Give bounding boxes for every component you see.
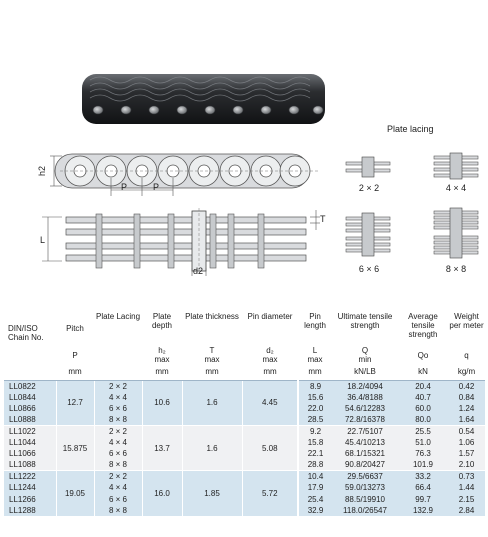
- table-cell: LL1266: [4, 493, 56, 504]
- table-cell: 80.0: [398, 414, 448, 426]
- table-cell: 22.7/5107: [332, 425, 398, 437]
- unit-tensile: kN/LB: [332, 364, 398, 380]
- table-cell: 4 × 4: [94, 392, 142, 403]
- lacing-label-6x6: 6 × 6: [358, 264, 380, 274]
- table-cell: 2.10: [448, 459, 485, 471]
- table-row: [4, 425, 485, 437]
- header-thickness: Plate thickness: [185, 312, 239, 321]
- table-cell: 1.85: [182, 471, 242, 516]
- table-cell: 0.42: [448, 380, 485, 392]
- table-cell: 2.15: [448, 493, 485, 504]
- table-cell: 0.84: [448, 392, 485, 403]
- table-cell: 0.54: [448, 425, 485, 437]
- table-cell: 20.4: [398, 380, 448, 392]
- lacing-title: Plate lacing: [387, 124, 434, 134]
- symbol-pitch: P: [72, 350, 78, 360]
- label-pitch-1: P: [121, 182, 128, 192]
- table-cell: 5.08: [242, 425, 298, 470]
- table-cell: LL1244: [4, 482, 56, 493]
- table-cell: 8 × 8: [94, 505, 142, 516]
- table-cell: 1.6: [182, 425, 242, 470]
- unit-weight: kg/m: [448, 364, 485, 380]
- table-cell: 2 × 2: [94, 380, 142, 392]
- unit-thickness: mm: [182, 364, 242, 380]
- lacing-label-8x8: 8 × 8: [445, 264, 467, 274]
- header-weight: Weight per meter: [449, 312, 484, 330]
- table-cell: 40.7: [398, 392, 448, 403]
- table-cell: 72.8/16378: [332, 414, 398, 426]
- table-cell: 8 × 8: [94, 459, 142, 471]
- table-cell: LL1022: [4, 425, 56, 437]
- table-cell: 25.4: [298, 493, 332, 504]
- table-cell: LL1222: [4, 471, 56, 483]
- table-cell: 88.5/19910: [332, 493, 398, 504]
- table-cell: 32.9: [298, 505, 332, 516]
- unit-depth: mm: [142, 364, 182, 380]
- header-pitch: Pitch: [66, 324, 84, 333]
- table-cell: 22.0: [298, 403, 332, 414]
- table-cell: 5.72: [242, 471, 298, 516]
- lacing-8x8-icon: [432, 207, 480, 259]
- table-cell: 6 × 6: [94, 448, 142, 459]
- header-pin-length: Pin length: [304, 312, 326, 330]
- label-T: T: [320, 214, 326, 224]
- unit-pin-diameter: mm: [242, 364, 298, 380]
- lacing-6x6-icon: [344, 212, 392, 258]
- table-cell: 36.4/8188: [332, 392, 398, 403]
- table-row: [4, 380, 485, 392]
- table-cell: 90.8/20427: [332, 459, 398, 471]
- header-tensile: Ultimate tensile strength: [337, 312, 393, 330]
- table-cell: 18.2/4094: [332, 380, 398, 392]
- symbol-depth: h₂ max: [154, 346, 170, 364]
- table-cell: 28.8: [298, 459, 332, 471]
- lacing-label-4x4: 4 × 4: [445, 183, 467, 193]
- symbol-weight: q: [464, 350, 469, 360]
- table-cell: 33.2: [398, 471, 448, 483]
- table-cell: 66.4: [398, 482, 448, 493]
- table-cell: 15.8: [298, 437, 332, 448]
- table-cell: 60.0: [398, 403, 448, 414]
- spec-table: [4, 312, 485, 516]
- unit-avg: kN: [398, 364, 448, 380]
- header-depth: Plate depth: [151, 312, 173, 330]
- table-cell: 17.9: [298, 482, 332, 493]
- table-cell: 2.84: [448, 505, 485, 516]
- table-cell: 1.06: [448, 437, 485, 448]
- unit-pitch: mm: [56, 364, 94, 380]
- table-cell: LL0822: [4, 380, 56, 392]
- label-pitch-2: P: [153, 182, 160, 192]
- header-pin-diameter: Pin diameter: [247, 312, 293, 321]
- table-cell: 9.2: [298, 425, 332, 437]
- table-cell: 10.6: [142, 380, 182, 425]
- symbol-pin-diameter: d₂ max: [262, 346, 278, 364]
- table-cell: 1.24: [448, 403, 485, 414]
- label-d2: d2: [193, 266, 204, 276]
- lacing-label-2x2: 2 × 2: [358, 183, 380, 193]
- table-cell: 28.5: [298, 414, 332, 426]
- table-cell: 101.9: [398, 459, 448, 471]
- table-cell: 99.7: [398, 493, 448, 504]
- table-cell: 25.5: [398, 425, 448, 437]
- header-din: DIN/ISO Chain No.: [8, 324, 44, 342]
- table-cell: 13.7: [142, 425, 182, 470]
- table-cell: 2 × 2: [94, 425, 142, 437]
- top-view-drawing: [0, 208, 330, 278]
- table-cell: 4.45: [242, 380, 298, 425]
- table-cell: 45.4/10213: [332, 437, 398, 448]
- table-cell: 1.44: [448, 482, 485, 493]
- side-view-drawing: [0, 140, 330, 200]
- symbol-avg: Qo: [417, 350, 429, 360]
- symbol-thickness: T max: [204, 346, 220, 364]
- table-cell: 54.6/12283: [332, 403, 398, 414]
- table-cell: 4 × 4: [94, 437, 142, 448]
- label-h2: h2: [37, 165, 48, 177]
- table-cell: LL1044: [4, 437, 56, 448]
- table-cell: 132.9: [398, 505, 448, 516]
- table-cell: 6 × 6: [94, 493, 142, 504]
- pitch-cell: 15.875: [56, 425, 94, 470]
- pitch-cell: 19.05: [56, 471, 94, 516]
- label-L: L: [40, 235, 46, 245]
- table-cell: 1.6: [182, 380, 242, 425]
- table-cell: 4 × 4: [94, 482, 142, 493]
- header-avg-tensile: Average tensile strength: [408, 312, 438, 339]
- table-cell: 68.1/15321: [332, 448, 398, 459]
- table-cell: 22.1: [298, 448, 332, 459]
- symbol-tensile: Q min: [358, 346, 372, 364]
- table-cell: 1.57: [448, 448, 485, 459]
- table-cell: 6 × 6: [94, 403, 142, 414]
- table-cell: LL0844: [4, 392, 56, 403]
- table-cell: LL0888: [4, 414, 56, 426]
- table-cell: 8.9: [298, 380, 332, 392]
- table-cell: 8 × 8: [94, 414, 142, 426]
- lacing-2x2-icon: [344, 156, 392, 178]
- table-cell: 16.0: [142, 471, 182, 516]
- table-cell: 76.3: [398, 448, 448, 459]
- table-cell: 0.73: [448, 471, 485, 483]
- table-cell: LL1288: [4, 505, 56, 516]
- table-cell: 29.5/6637: [332, 471, 398, 483]
- table-cell: 2 × 2: [94, 471, 142, 483]
- unit-pin-length: mm: [298, 364, 332, 380]
- table-cell: 51.0: [398, 437, 448, 448]
- table-cell: 59.0/13273: [332, 482, 398, 493]
- lacing-4x4-icon: [432, 152, 480, 180]
- table-cell: LL1066: [4, 448, 56, 459]
- chain-photo: [80, 66, 327, 132]
- table-cell: LL0866: [4, 403, 56, 414]
- table-cell: 15.6: [298, 392, 332, 403]
- pitch-cell: 12.7: [56, 380, 94, 425]
- table-cell: 1.64: [448, 414, 485, 426]
- header-lacing: Plate Lacing: [95, 312, 141, 321]
- table-cell: 118.0/26547: [332, 505, 398, 516]
- symbol-pin-length: L max: [307, 346, 323, 364]
- table-cell: LL1088: [4, 459, 56, 471]
- table-row: [4, 471, 485, 483]
- table-cell: 10.4: [298, 471, 332, 483]
